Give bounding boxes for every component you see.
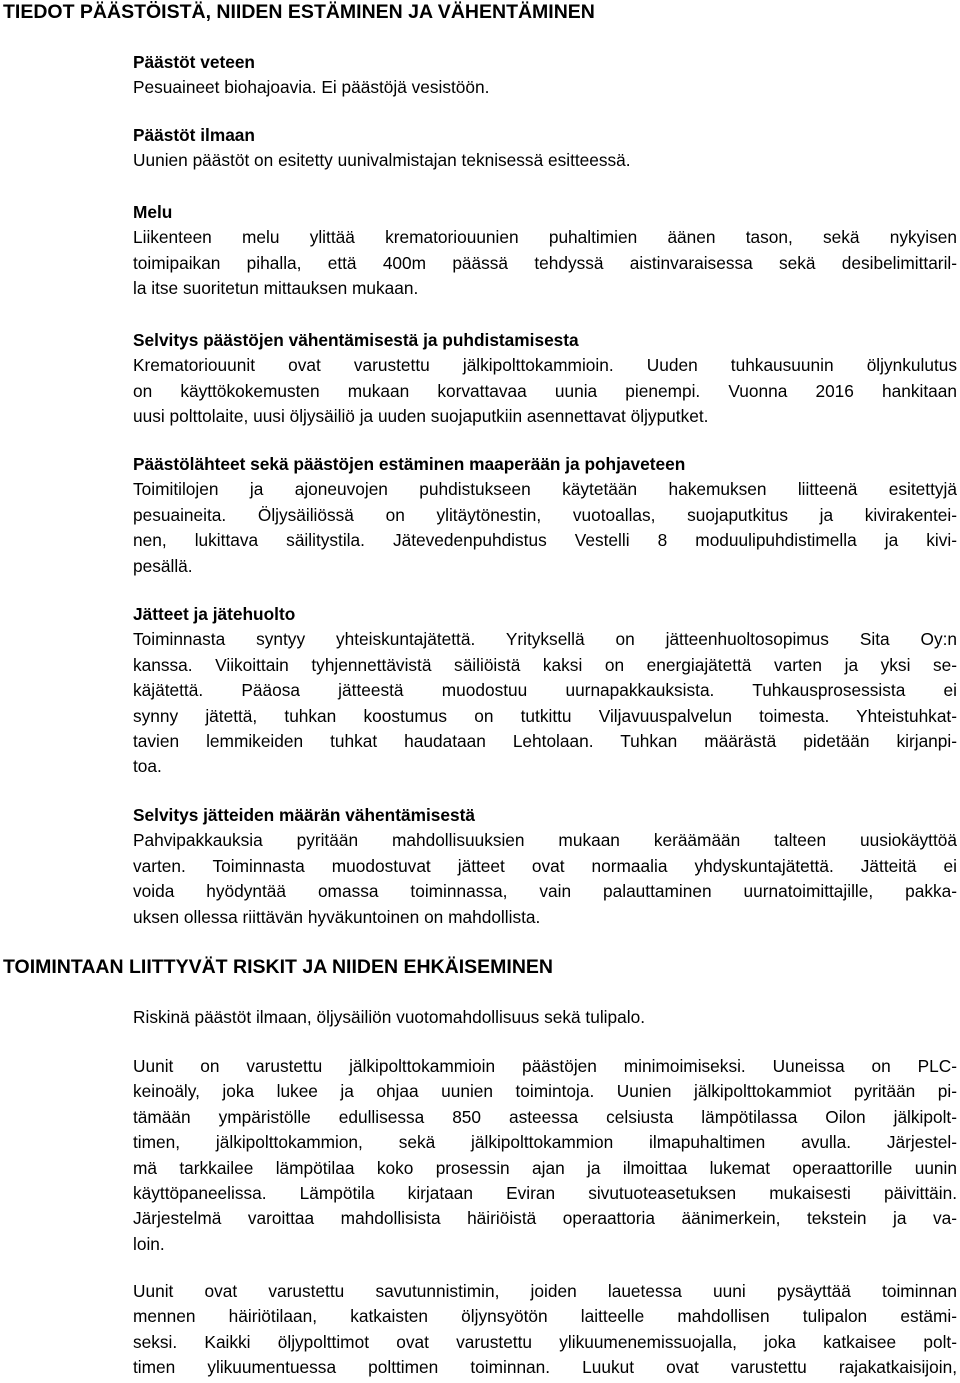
section-heading: Selvitys jätteiden määrän vähentämisestä [133, 805, 475, 825]
text-line: Krematoriouunit ovat varustettu jälkipolttokammioin. Uuden tuhkausuunin öljynkulutus [133, 355, 957, 376]
text-line: varten. Toiminnasta muodostuvat jätteet ovat normaalia yhdyskuntajätettä. Jätteitä ei [133, 855, 957, 876]
text-line: mennen häiriötilaan, katkaisten öljynsyötön laitteelle mahdollisen tulipalon estämi- [133, 1306, 957, 1327]
section-heading: Päästöt ilmaan [133, 125, 255, 145]
section-emission-reduction [133, 328, 957, 430]
text-line: la itse suoritetun mittauksen mukaan. [133, 278, 419, 299]
text-line: keinoäly, joka lukee ja ohjaa uunien toimintoja. Uunien jälkipolttokammiot pyritään pi- [133, 1081, 957, 1102]
text-line: Uunit ovat varustettu savutunnistimin, joiden lauetessa uuni pysäyttää toiminnan [133, 1281, 957, 1301]
text-line: Pahvipakkauksia pyritään mahdollisuuksien mukaan keräämään talteen uusiokäyttöä [133, 830, 957, 851]
text-line: Uunit on varustettu jälkipolttokammioin päästöjen minimoimiseksi. Uuneissa on PLC- [133, 1056, 957, 1076]
text-line: pesällä. [133, 555, 193, 576]
text-line: Toimitilojen ja ajoneuvojen puhdistukseen käytetään hakemuksen liitteenä esitettyjä [133, 479, 957, 500]
text-line: uksen ollessa riittävän hyväkuntoinen on mahdollista. [133, 906, 541, 927]
text-line: timen, jälkipolttokammion, sekä jälkipolttokammion ilmapuhaltimen avulla. Järjestel- [133, 1132, 957, 1153]
text-line: käyttöpaneelissa. Lämpötila kirjataan Eviran sivutuoteasetuksen mukaisesti päivittäin. [133, 1182, 957, 1203]
text-line: Toiminnasta syntyy yhteiskuntajätettä. Yrityksellä on jätteenhuoltosopimus Sita Oy:n [133, 629, 957, 650]
text-line: Liikenteen melu ylittää krematoriouunien puhaltimien äänen tason, sekä nykyisen [133, 227, 957, 248]
risk-paragraph [133, 1054, 957, 1257]
section-emissions-water [133, 50, 957, 101]
text-line: timen ylikuumentuessa polttimen toiminnan. Luukut ovat varustettu rajakatkaisijoin, [133, 1357, 957, 1378]
section-heading: Jätteet ja jätehuolto [133, 604, 296, 624]
main-heading-emissions: TIEDOT PÄÄSTÖISTÄ, NIIDEN ESTÄMINEN JA VÄHENTÄMINEN [3, 1, 595, 23]
text-line: on käyttökokemusten mukaan korvattavaa uunia pienempi. Vuonna 2016 hankitaan [133, 380, 957, 401]
text-line: uusi polttolaite, uusi öljysäiliö ja uuden suojaputkiin asennettavat öljyputket. [133, 406, 709, 427]
section-waste-reduction [133, 803, 957, 930]
text-line: synny jätettä, tuhkan koostumus on tutkittu Viljavuuspalvelun toimesta. Yhteistuhkat- [133, 705, 957, 726]
text-line: mä tarkkailee lämpötilaa koko prosessin ajan ja ilmoittaa lukemat operaattorille uunin [133, 1157, 957, 1178]
section-soil-groundwater [133, 452, 957, 579]
text-line: toimipaikan pihalla, että 400m päässä tehdyssä aistinvaraisessa sekä desibelimittaril- [133, 252, 957, 273]
section-noise [133, 200, 957, 302]
text-line: käjätettä. Pääosa jätteestä muodostuu uurnapakkauksista. Tuhkausprosessista ei [133, 680, 957, 701]
text-line: Järjestelmä varoittaa mahdollisista häiriöistä operaattoria äänimerkein, tekstein ja va- [133, 1208, 957, 1229]
section-heading: Päästölähteet sekä päästöjen estäminen maaperään ja pohjaveteen [133, 454, 686, 474]
risk-paragraph [133, 1005, 957, 1030]
text-line: pesuaineita. Öljysäiliössä on ylitäytönestin, vuotoallas, suojaputkitus ja kivirakentei- [133, 504, 957, 525]
section-waste-management [133, 602, 957, 780]
section-heading: Päästöt veteen [133, 52, 255, 72]
text-line: Uunien päästöt on esitetty uunivalmistajan teknisessä esitteessä. [133, 150, 631, 171]
text-line: tavien lemmikeiden tuhkat haudataan Lehtolaan. Tuhkan määrästä pidetään kirjanpi- [133, 730, 957, 751]
text-line: seksi. Kaikki öljypolttimot ovat varustettu ylikuumenemissuojalla, joka katkaisee polt- [133, 1331, 957, 1352]
section-heading: Melu [133, 202, 173, 222]
text-line: kanssa. Viikoittain tyhjennettävistä säiliöistä kaksi on energiajätettä varten ja yksi se- [133, 654, 957, 675]
text-line: nen, lukittava säilitystila. Jätevedenpuhdistus Vestelli 8 moduulipuhdistimella ja kivi- [133, 530, 957, 551]
text-line: loin. [133, 1233, 165, 1254]
section-heading: Selvitys päästöjen vähentämisestä ja puhdistamisesta [133, 330, 579, 350]
text-line: toa. [133, 756, 162, 777]
text-line: tämään ympäristölle edullisessa 850 asteessa celsiusta lämpötilassa Oilon jälkipolt- [133, 1106, 957, 1127]
section-emissions-air [133, 123, 957, 174]
risk-paragraph [133, 1279, 957, 1381]
text-line: Pesuaineet biohajoavia. Ei päästöjä vesistöön. [133, 77, 490, 98]
main-heading-risks: TOIMINTAAN LIITTYVÄT RISKIT JA NIIDEN EHKÄISEMINEN [3, 956, 553, 978]
text-line: voida hyödyntää omassa toiminnassa, vain palauttaminen uurnatoimittajille, pakka- [133, 881, 957, 902]
text-line: Riskinä päästöt ilmaan, öljysäiliön vuotomahdollisuus sekä tulipalo. [133, 1007, 645, 1027]
